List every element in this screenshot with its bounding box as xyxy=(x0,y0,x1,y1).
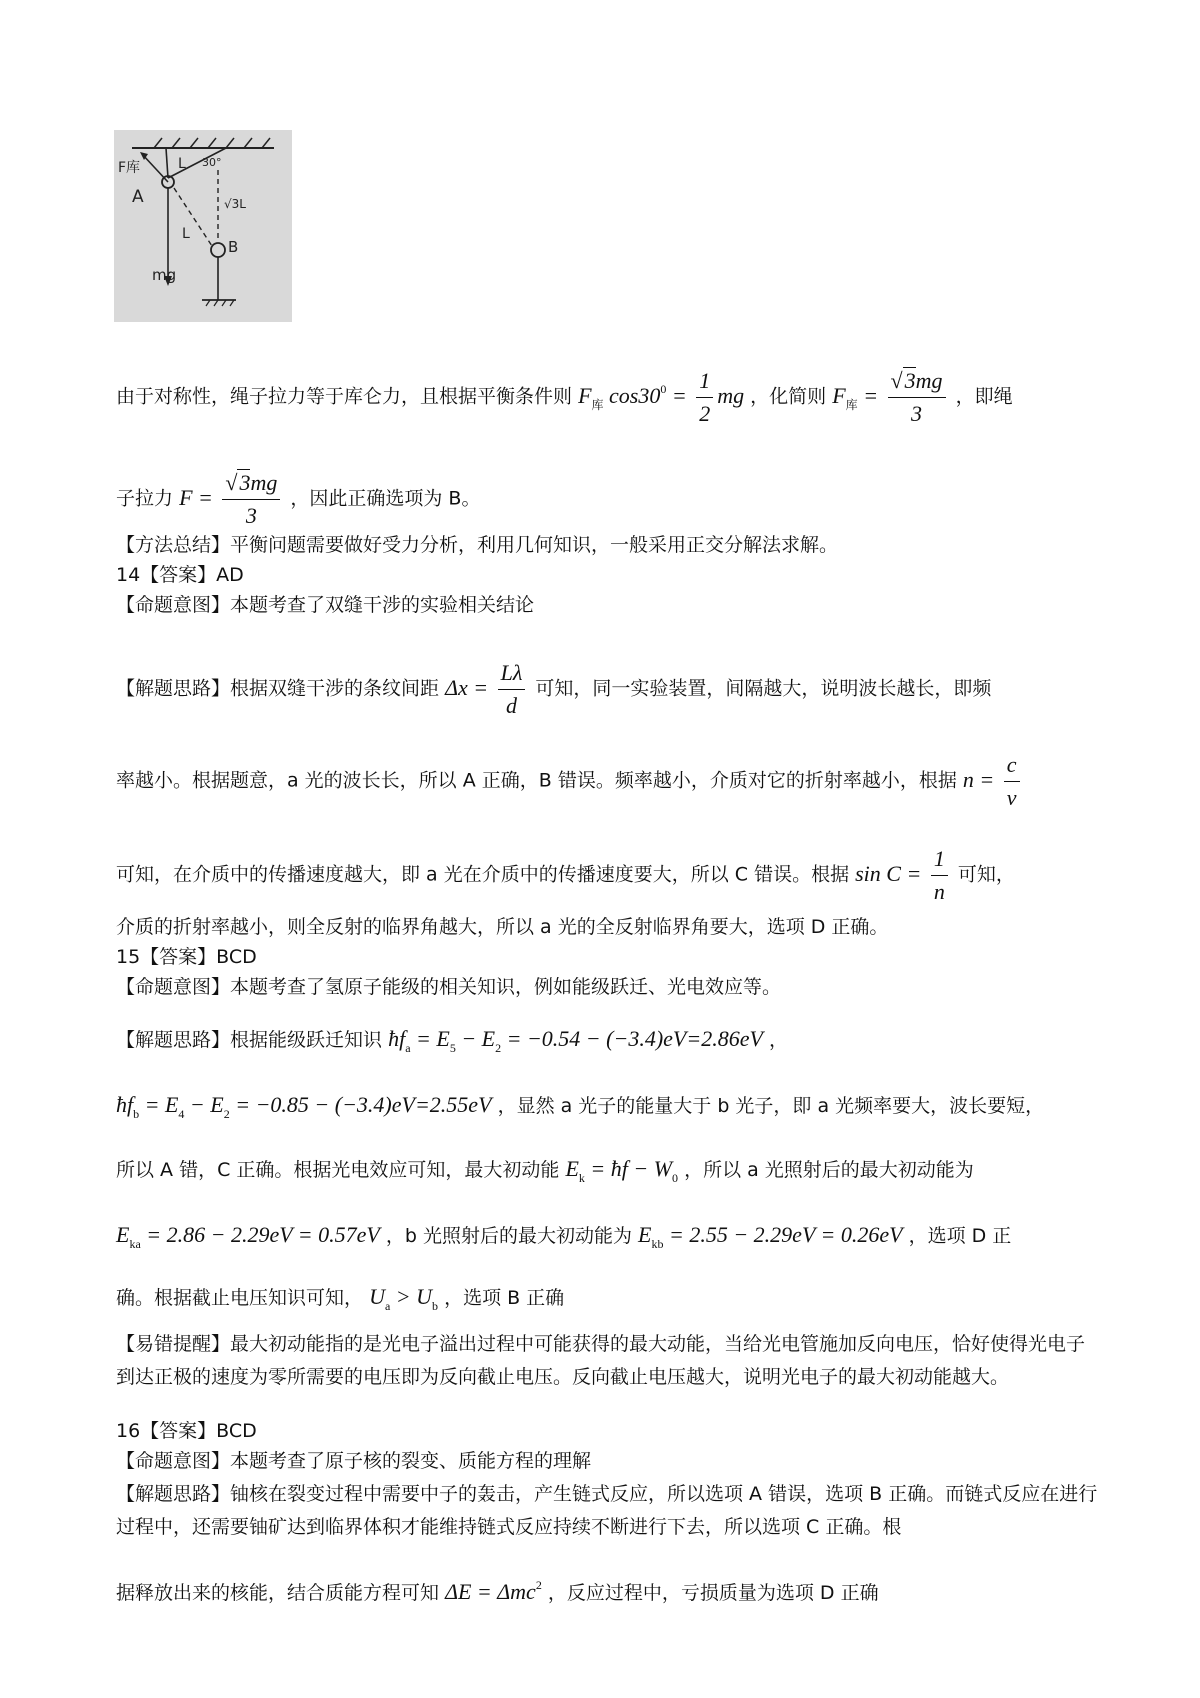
q15-line4 xyxy=(116,1222,1100,1257)
q15-p3b: ，所以 a 光照射后的最大初动能为 xyxy=(684,1159,974,1181)
q14-p3b: 可知， xyxy=(957,863,1015,886)
formula-n: n = $\frac{c}{v}$ xyxy=(963,767,1024,792)
q16-intent: 【命题意图】本题考查了原子核的裂变、质能方程的理解 xyxy=(116,1450,592,1472)
label-a: A xyxy=(132,187,144,207)
q15-line3 xyxy=(116,1156,1100,1191)
intro-text-b: ，化简则 xyxy=(750,385,827,408)
label-l1: L xyxy=(178,156,186,172)
q16-last-line xyxy=(116,1572,1100,1606)
q15-p2: ，显然 a 光子的能量大于 b 光子，即 a 光频率要大，波长要短， xyxy=(497,1095,1045,1117)
q14-line4: 介质的折射率越小，则全反射的临界角越大，所以 a 光的全反射临界角要大，选项 D 正确。 xyxy=(116,916,889,938)
formula-delta-x: Δx = $\frac{L\lambda}{d}$ xyxy=(445,675,529,700)
q14-line3 xyxy=(116,846,1100,905)
q14-line1 xyxy=(116,660,1100,719)
formula-emc2: ΔE = Δmc$^2$ xyxy=(445,1578,542,1604)
q15-p4b: ，选项 D 正 xyxy=(908,1225,1012,1247)
formula-ekb: $E_{kb} = 2.55 - 2.29eV = 0.26eV$ xyxy=(638,1222,903,1251)
formula-rope-f: F = $\frac{√3mg}{3}$ xyxy=(179,485,284,510)
q15-p5a: 确。根据截止电压知识可知， xyxy=(116,1287,364,1309)
rope-text-b: ，因此正确选项为 B。 xyxy=(290,487,481,510)
force-diagram-figure xyxy=(114,130,292,322)
formula-f-result: $F_库$ = $\frac{√3mg}{3}$ xyxy=(832,383,949,408)
q15-line5 xyxy=(116,1284,1100,1319)
q14-p2: 率越小。根据题意，a 光的波长长，所以 A 正确，B 错误。频率越小，介质对它的折射率越小，根据 xyxy=(116,769,957,792)
q14-line2 xyxy=(116,752,1100,811)
formula-sinc: sin C = $\frac{1}{n}$ xyxy=(855,861,952,886)
label-b: B xyxy=(228,238,239,256)
intro-text-c: ，即绳 xyxy=(955,385,1013,408)
q14-answer: 14【答案】AD xyxy=(116,564,244,586)
formula-hfa: $ħf_a = E_5 - E_2 = -0.54 - (-3.4)eV=2.86eV$ xyxy=(388,1026,763,1055)
formula-hfb: $ħf_b = E_4 - E_2 = -0.85 - (-3.4)eV=2.55eV$ xyxy=(116,1092,492,1121)
label-mg: mg xyxy=(152,266,177,284)
q16-answer: 16【答案】BCD xyxy=(116,1420,257,1442)
q15-p1: 【解题思路】根据能级跃迁知识 xyxy=(116,1029,383,1051)
q15-answer: 15【答案】BCD xyxy=(116,946,257,968)
force-diagram-svg xyxy=(114,130,292,322)
label-l3: √3L xyxy=(224,197,246,211)
q15-tip: 【易错提醒】最大初动能指的是光电子溢出过程中可能获得的最大动能，当给光电管施加反向电压，恰好使得光电子到达正极的速度为零所需要的电压即为反向截止电压。反向截止电压越大，说明光电子的最大初动能越大。 xyxy=(116,1333,1086,1388)
rope-line xyxy=(116,470,1100,529)
label-l2: L xyxy=(182,226,190,242)
q16-last-b: ，反应过程中，亏损质量为选项 D 正确 xyxy=(547,1582,879,1604)
label-ang: 30° xyxy=(202,156,222,169)
q14-p3a: 可知，在介质中的传播速度越大，即 a 光在介质中的传播速度要大，所以 C 错误。根据 xyxy=(116,863,850,886)
q16-last-a: 据释放出来的核能，结合质能方程可知 xyxy=(116,1582,440,1604)
formula-ek: $E_k$ = ħf − $W_0$ xyxy=(565,1156,679,1185)
q15-line1: 【解题思路】根据能级跃迁知识 $ħf_a = E_5 - E_2 = -0.54 - (-3.4)eV=2.86eV$ ， xyxy=(116,1026,788,1055)
rope-text-a: 子拉力 xyxy=(116,487,174,510)
q15-p4a: ，b 光照射后的最大初动能为 xyxy=(385,1225,632,1247)
q15-line2 xyxy=(116,1092,1100,1127)
formula-ua-ub: $U_a > U_b$ xyxy=(369,1284,439,1313)
q16-body: 【解题思路】铀核在裂变过程中需要中子的轰击，产生链式反应，所以选项 A 错误，选项 B 正确。而链式反应在进行过程中，还需要铀矿达到临界体积才能维持链式反应持续不断进行下去，所以选项 C 正确。根 xyxy=(116,1483,1098,1538)
q14-intent: 【命题意图】本题考查了双缝干涉的实验相关结论 xyxy=(116,594,535,616)
intro-line xyxy=(116,368,1100,427)
intro-text-a: 由于对称性，绳子拉力等于库仑力，且根据平衡条件则 xyxy=(116,385,573,408)
q14-p1a: 【解题思路】根据双缝干涉的条纹间距 xyxy=(116,677,440,700)
label-f: F库 xyxy=(118,160,141,176)
q14-p1b: 可知，同一实验装置，间隔越大，说明波长越长，即频 xyxy=(535,677,992,700)
q15-intent: 【命题意图】本题考查了氢原子能级的相关知识，例如能级跃迁、光电效应等。 xyxy=(116,976,782,998)
q15-p5b: ，选项 B 正确 xyxy=(444,1287,565,1309)
formula-f-cos30: $F_库$ $\cos 30^0$ = $\frac{1}{2}$ mg xyxy=(578,368,745,426)
formula-eka: $E_{ka} = 2.86 - 2.29eV = 0.57eV$ xyxy=(116,1222,380,1251)
q15-p3a: 所以 A 错，C 正确。根据光电效应可知，最大初动能 xyxy=(116,1159,560,1181)
method-summary: 【方法总结】平衡问题需要做好受力分析，利用几何知识，一般采用正交分解法求解。 xyxy=(116,534,839,556)
